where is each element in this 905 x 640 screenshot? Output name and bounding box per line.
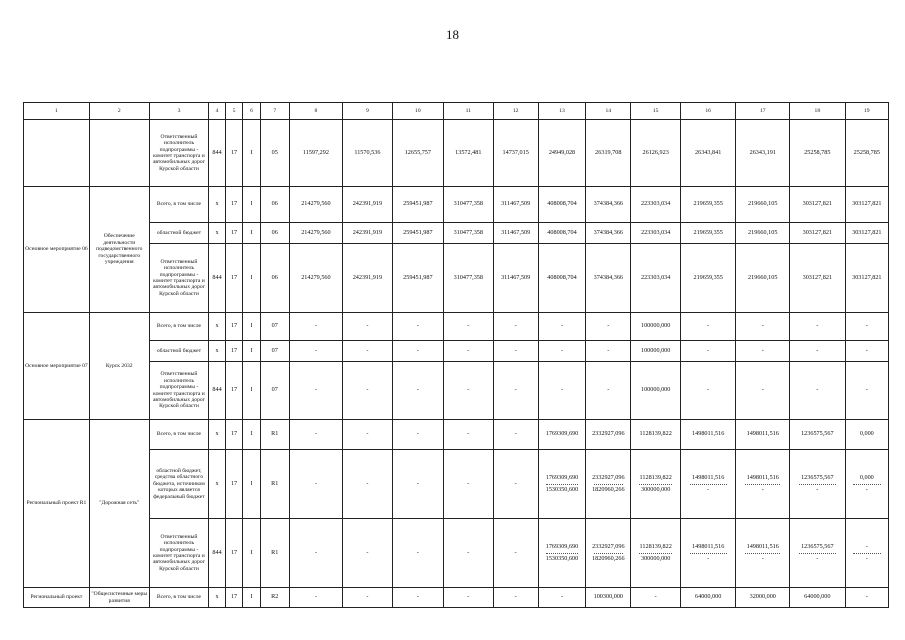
value-cell: 259451,987 (392, 223, 443, 244)
code-cell: x (209, 313, 225, 341)
column-number-header: 15 (631, 103, 680, 120)
code-cell: I (243, 420, 261, 450)
code-cell: 07 (260, 341, 289, 362)
table-row (24, 341, 889, 362)
value-divider (546, 553, 577, 554)
value-total: 1498011,516 (746, 474, 779, 482)
column-number-header: 13 (538, 103, 585, 120)
value-cell (538, 450, 585, 519)
code-cell: I (243, 244, 261, 313)
value-cell: - (289, 341, 343, 362)
code-cell: I (243, 450, 261, 519)
value-divider (639, 553, 671, 554)
value-cell: - (444, 362, 493, 420)
value-cell: - (736, 313, 790, 341)
value-cell (538, 519, 585, 588)
column-number-header: 18 (790, 103, 846, 120)
value-cell: - (538, 313, 585, 341)
code-cell: x (209, 420, 225, 450)
code-cell: 17 (225, 244, 243, 313)
value-federal: 1530350,600 (545, 485, 579, 493)
value-cell: - (444, 313, 493, 341)
value-cell: 2332927,096 (586, 420, 631, 450)
value-cell: - (343, 420, 392, 450)
value-cell: 25258,785 (845, 120, 888, 187)
measure-name-cell (24, 120, 90, 187)
value-cell: - (586, 313, 631, 341)
code-cell: 17 (225, 420, 243, 450)
funding-source-cell: Ответственный исполнитель подпрограммы - комитет транспорта и автомобильных дорог Курской области (149, 362, 209, 420)
value-cell: - (343, 341, 392, 362)
funding-source-cell: Всего, в том числе (149, 420, 209, 450)
value-cell: 1236575,567 (790, 420, 846, 450)
value-cell: 303127,821 (790, 244, 846, 313)
column-number-header: 2 (89, 103, 149, 120)
table-header-row (24, 103, 889, 120)
value-federal: - (707, 554, 710, 562)
value-cell: 100000,000 (631, 341, 680, 362)
value-federal: - (816, 485, 819, 493)
value-cell: - (538, 362, 585, 420)
code-cell: 17 (225, 187, 243, 223)
value-cell: - (289, 420, 343, 450)
value-cell: - (538, 341, 585, 362)
value-cell: 26126,923 (631, 120, 680, 187)
code-cell: x (209, 450, 225, 519)
value-cell: 374384,366 (586, 223, 631, 244)
value-cell: 219660,105 (736, 244, 790, 313)
measure-description-cell (89, 120, 149, 187)
table-row (24, 519, 889, 588)
code-cell: x (209, 588, 225, 608)
code-cell: 844 (209, 120, 225, 187)
value-divider (690, 553, 727, 554)
value-cell: 26319,708 (586, 120, 631, 187)
value-cell: 1498011,516 (680, 420, 736, 450)
value-total: 1498011,516 (692, 474, 725, 482)
code-cell: 844 (209, 244, 225, 313)
funding-source-cell: Ответственный исполнитель подпрограммы - комитет транспорта и автомобильных дорог Курской области (149, 519, 209, 588)
funding-source-cell: Ответственный исполнитель подпрограммы - комитет транспорта и автомобильных дорог Курской области (149, 244, 209, 313)
value-cell (736, 519, 790, 588)
value-cell: 310477,358 (444, 187, 493, 223)
value-cell: - (586, 362, 631, 420)
code-cell: 07 (260, 313, 289, 341)
value-divider (594, 484, 624, 485)
measure-name-cell: Основное мероприятие 06 (24, 187, 90, 313)
value-cell: - (680, 341, 736, 362)
value-cell: 408008,704 (538, 244, 585, 313)
code-cell: R1 (260, 450, 289, 519)
value-cell: 24949,028 (538, 120, 585, 187)
value-cell: - (736, 341, 790, 362)
funding-source-cell: Всего, в том числе (149, 313, 209, 341)
value-cell: - (289, 362, 343, 420)
value-cell: 219659,355 (680, 244, 736, 313)
value-cell: 12655,757 (392, 120, 443, 187)
value-cell (680, 450, 736, 519)
value-cell: 242391,919 (343, 223, 392, 244)
value-divider (745, 553, 780, 554)
value-cell: - (444, 519, 493, 588)
value-cell: - (444, 450, 493, 519)
value-cell: - (444, 588, 493, 608)
value-cell (680, 519, 736, 588)
value-cell: 214279,560 (289, 187, 343, 223)
code-cell: 07 (260, 362, 289, 420)
code-cell: 17 (225, 223, 243, 244)
table-row (24, 223, 889, 244)
value-cell (586, 519, 631, 588)
value-divider (745, 484, 780, 485)
value-cell: 219660,105 (736, 187, 790, 223)
value-cell: - (343, 313, 392, 341)
value-cell: - (493, 519, 538, 588)
value-cell: - (493, 313, 538, 341)
column-number-header: 7 (260, 103, 289, 120)
value-cell: - (392, 313, 443, 341)
value-federal: - (707, 485, 710, 493)
value-cell: 219659,355 (680, 187, 736, 223)
measure-description-cell: "Общесистемные меры развития (89, 588, 149, 608)
value-cell: - (845, 588, 888, 608)
code-cell: R1 (260, 519, 289, 588)
value-cell: 1128139,822 (631, 420, 680, 450)
value-cell: 1769309,690 (538, 420, 585, 450)
value-total: 1128139,822 (639, 543, 672, 551)
code-cell: 06 (260, 223, 289, 244)
value-federal: 300000,000 (640, 485, 671, 493)
value-cell: - (444, 420, 493, 450)
table-row (24, 588, 889, 608)
value-cell: 242391,919 (343, 187, 392, 223)
code-cell: x (209, 187, 225, 223)
value-total: 1769309,690 (545, 474, 579, 482)
value-cell: 26343,191 (736, 120, 790, 187)
value-cell: - (343, 362, 392, 420)
funding-source-cell: областной бюджет (149, 223, 209, 244)
value-cell: - (845, 341, 888, 362)
value-cell: 303127,821 (790, 187, 846, 223)
value-cell: - (444, 341, 493, 362)
value-federal: - (865, 554, 868, 562)
code-cell: 17 (225, 362, 243, 420)
value-total: 1498011,516 (692, 543, 725, 551)
value-cell: 13572,481 (444, 120, 493, 187)
code-cell: 05 (260, 120, 289, 187)
value-divider (639, 484, 671, 485)
value-cell: - (790, 341, 846, 362)
code-cell: I (243, 362, 261, 420)
measure-description-cell: "Дорожная сеть" (89, 420, 149, 588)
value-cell: - (586, 341, 631, 362)
value-divider (690, 484, 727, 485)
value-cell: 100300,000 (586, 588, 631, 608)
value-cell (790, 519, 846, 588)
measure-name-cell: Основное мероприятие 07 (24, 313, 90, 420)
funding-source-cell: областной бюджет, средства областного бюджета, источником которых является федеральный бюджет (149, 450, 209, 519)
code-cell: 17 (225, 120, 243, 187)
table-row (24, 362, 889, 420)
code-cell: 844 (209, 362, 225, 420)
column-number-header: 16 (680, 103, 736, 120)
value-cell: - (289, 450, 343, 519)
value-cell: 100000,000 (631, 362, 680, 420)
value-divider (546, 484, 577, 485)
value-cell: 310477,358 (444, 244, 493, 313)
value-total: 2332927,096 (592, 543, 625, 551)
value-federal: 300000,000 (640, 554, 671, 562)
column-number-header: 17 (736, 103, 790, 120)
value-cell: 1498011,516 (736, 420, 790, 450)
value-federal: - (865, 485, 868, 493)
table-row (24, 120, 889, 187)
column-number-header: 4 (209, 103, 225, 120)
code-cell: I (243, 187, 261, 223)
value-total: 1128139,822 (639, 474, 672, 482)
value-cell: - (392, 362, 443, 420)
value-divider (799, 553, 836, 554)
value-cell: 311467,509 (493, 187, 538, 223)
value-cell: - (392, 450, 443, 519)
column-number-header: 5 (225, 103, 243, 120)
code-cell: x (209, 341, 225, 362)
value-cell: - (790, 362, 846, 420)
value-cell (790, 450, 846, 519)
value-cell: - (392, 588, 443, 608)
value-total: 1769309,690 (545, 543, 579, 551)
value-cell: - (493, 588, 538, 608)
code-cell: I (243, 313, 261, 341)
column-number-header: 10 (392, 103, 443, 120)
value-cell: 64000,000 (680, 588, 736, 608)
value-federal: - (761, 485, 764, 493)
table-row (24, 450, 889, 519)
column-number-header: 6 (243, 103, 261, 120)
value-cell (631, 450, 680, 519)
value-cell: 64000,000 (790, 588, 846, 608)
value-cell: - (343, 588, 392, 608)
value-cell: 0,000 (845, 420, 888, 450)
value-cell: 100000,000 (631, 313, 680, 341)
value-total: - (865, 543, 868, 551)
funding-source-cell: Ответственный исполнитель подпрограммы - комитет транспорта и автомобильных дорог Курской области (149, 120, 209, 187)
value-cell: - (289, 519, 343, 588)
value-cell: 214279,560 (289, 244, 343, 313)
value-cell: 259451,987 (392, 244, 443, 313)
value-cell: 311467,509 (493, 223, 538, 244)
value-cell: 11570,536 (343, 120, 392, 187)
value-cell (736, 450, 790, 519)
value-cell: - (845, 313, 888, 341)
column-number-header: 11 (444, 103, 493, 120)
value-total: 0,000 (859, 474, 874, 482)
value-cell: 214279,560 (289, 223, 343, 244)
value-cell: 219660,105 (736, 223, 790, 244)
value-total: 1236575,567 (801, 543, 834, 551)
value-cell: 14737,015 (493, 120, 538, 187)
value-cell: 11597,292 (289, 120, 343, 187)
value-cell: - (538, 588, 585, 608)
column-number-header: 19 (845, 103, 888, 120)
value-total: 1498011,516 (746, 543, 779, 551)
code-cell: 17 (225, 313, 243, 341)
code-cell: I (243, 519, 261, 588)
value-cell: 408008,704 (538, 187, 585, 223)
value-cell: - (289, 313, 343, 341)
value-cell: 303127,821 (845, 187, 888, 223)
table-row (24, 420, 889, 450)
page-number: 18 (446, 27, 459, 42)
value-cell: 219659,355 (680, 223, 736, 244)
table-row (24, 313, 889, 341)
value-cell: - (493, 341, 538, 362)
value-cell: - (493, 362, 538, 420)
value-cell: 311467,509 (493, 244, 538, 313)
value-cell: - (343, 519, 392, 588)
measure-description-cell: Обеспечение деятельности подведомственного государственного учреждения (89, 187, 149, 313)
value-cell: - (680, 362, 736, 420)
value-cell: 310477,358 (444, 223, 493, 244)
value-divider (799, 484, 836, 485)
code-cell: 17 (225, 588, 243, 608)
value-cell: - (680, 313, 736, 341)
table-row (24, 244, 889, 313)
value-divider (853, 553, 881, 554)
code-cell: I (243, 588, 261, 608)
value-cell: 223303,034 (631, 244, 680, 313)
value-cell: - (845, 362, 888, 420)
measure-description-cell: Курск 2032 (89, 313, 149, 420)
value-cell (631, 519, 680, 588)
value-cell: 303127,821 (845, 223, 888, 244)
value-cell: - (736, 362, 790, 420)
value-cell (845, 450, 888, 519)
code-cell: 06 (260, 187, 289, 223)
value-cell: - (289, 588, 343, 608)
value-cell: - (392, 420, 443, 450)
value-cell: - (790, 313, 846, 341)
value-cell: 32000,000 (736, 588, 790, 608)
value-cell: - (493, 420, 538, 450)
funding-source-cell: областной бюджет (149, 341, 209, 362)
value-federal: 1530350,600 (545, 554, 579, 562)
column-number-header: 8 (289, 103, 343, 120)
value-cell: - (392, 519, 443, 588)
value-cell: 374384,366 (586, 244, 631, 313)
value-federal: - (816, 554, 819, 562)
value-total: 1236575,567 (801, 474, 834, 482)
code-cell: 06 (260, 244, 289, 313)
value-cell: - (631, 588, 680, 608)
measure-name-cell: Региональный проект R1 (24, 420, 90, 588)
measure-name-cell: Региональный проект (24, 588, 90, 608)
code-cell: 17 (225, 341, 243, 362)
value-cell: - (392, 341, 443, 362)
code-cell: 17 (225, 450, 243, 519)
value-cell: - (343, 450, 392, 519)
funding-source-cell: Всего, в том числе (149, 187, 209, 223)
code-cell: I (243, 120, 261, 187)
value-cell: 303127,821 (790, 223, 846, 244)
value-cell: 374384,366 (586, 187, 631, 223)
value-cell: 25258,785 (790, 120, 846, 187)
value-cell: 259451,987 (392, 187, 443, 223)
budget-table (23, 102, 889, 608)
column-number-header: 1 (24, 103, 90, 120)
value-cell: 303127,821 (845, 244, 888, 313)
value-cell: - (493, 450, 538, 519)
funding-source-cell: Всего, в том числе (149, 588, 209, 608)
value-federal: - (761, 554, 764, 562)
value-cell: 242391,919 (343, 244, 392, 313)
code-cell: I (243, 223, 261, 244)
value-total: 2332927,096 (592, 474, 625, 482)
column-number-header: 3 (149, 103, 209, 120)
value-cell: 26343,841 (680, 120, 736, 187)
value-cell: 223303,034 (631, 187, 680, 223)
value-cell: 408008,704 (538, 223, 585, 244)
code-cell: R2 (260, 588, 289, 608)
code-cell: 17 (225, 519, 243, 588)
value-federal: 1820960,266 (592, 485, 625, 493)
column-number-header: 14 (586, 103, 631, 120)
column-number-header: 9 (343, 103, 392, 120)
value-divider (594, 553, 624, 554)
value-cell (586, 450, 631, 519)
code-cell: I (243, 341, 261, 362)
value-cell: 223303,034 (631, 223, 680, 244)
code-cell: R1 (260, 420, 289, 450)
table-row (24, 187, 889, 223)
value-federal: 1820960,266 (592, 554, 625, 562)
value-divider (853, 484, 881, 485)
code-cell: x (209, 223, 225, 244)
value-cell (845, 519, 888, 588)
code-cell: 844 (209, 519, 225, 588)
column-number-header: 12 (493, 103, 538, 120)
